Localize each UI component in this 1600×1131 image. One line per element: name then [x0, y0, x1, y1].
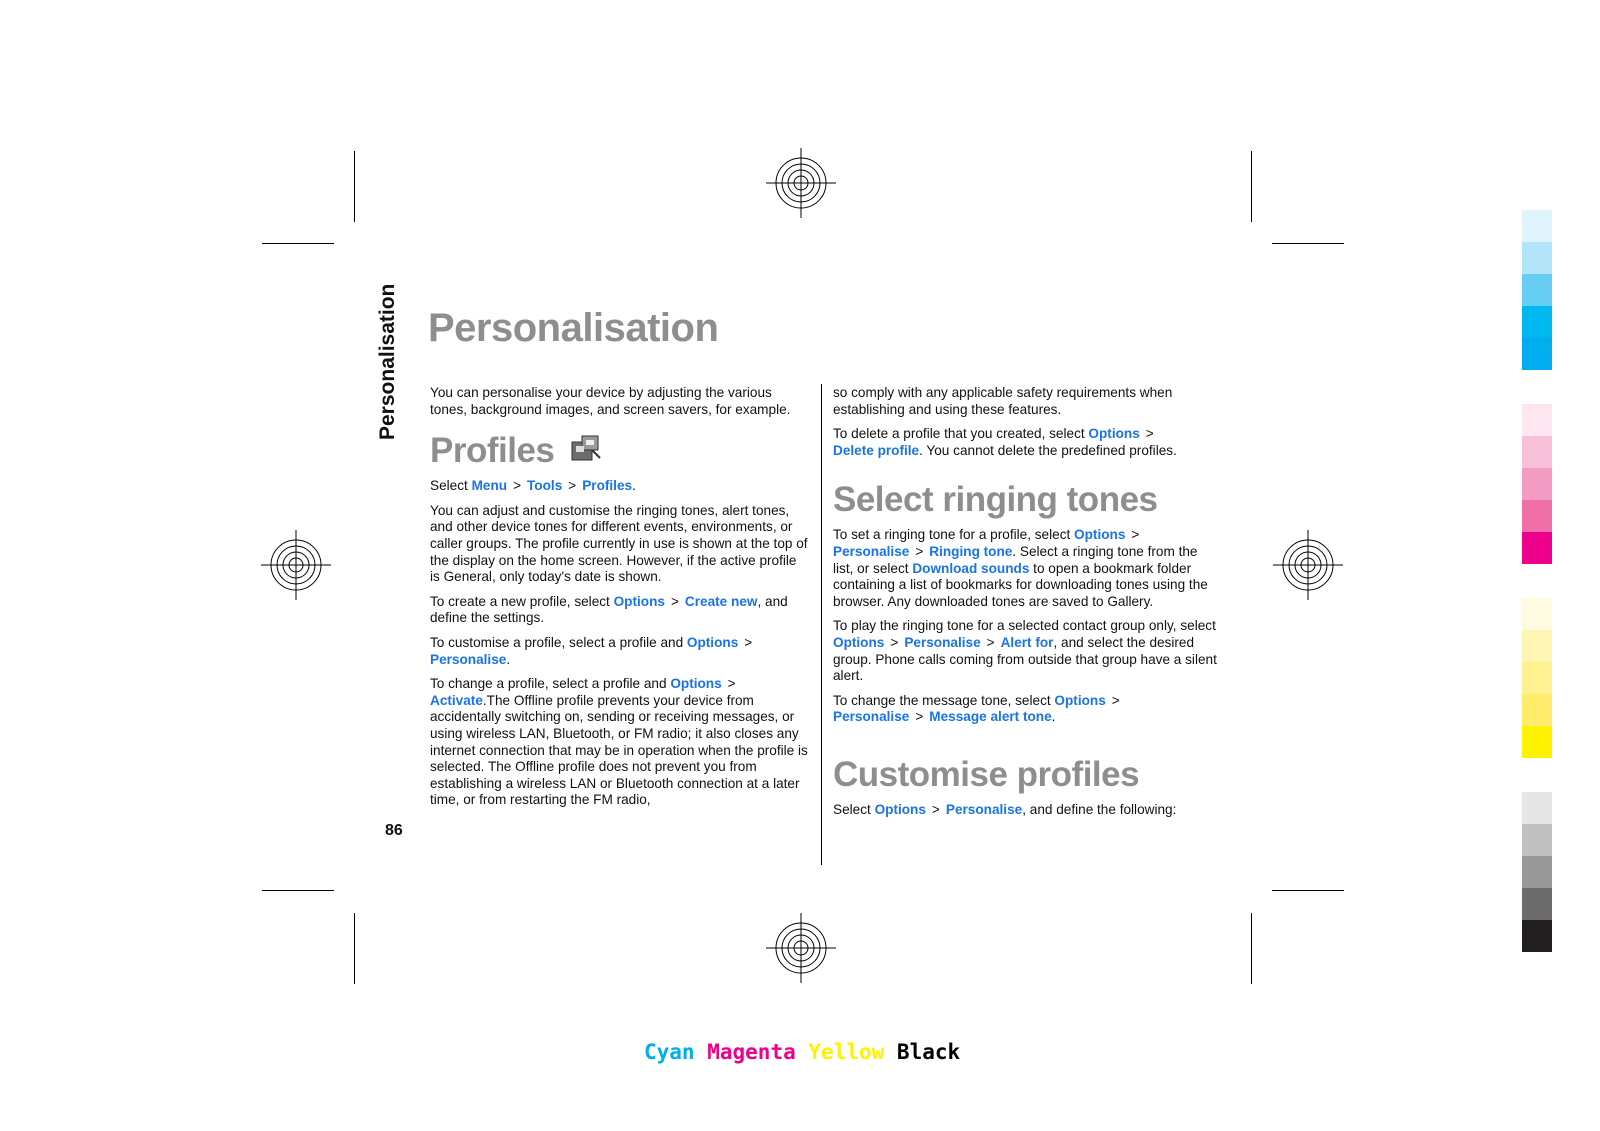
customise-profiles-heading: Customise profiles	[833, 754, 1140, 794]
color-swatch	[1522, 404, 1552, 436]
options-link[interactable]: Options	[670, 676, 722, 692]
delete-profile-link[interactable]: Delete profile	[833, 442, 920, 458]
alert-for-paragraph: To play the ringing tone for a selected contact group only, select Options > Personalise > Alert for, and select the desired group. Phone calls coming from outside that group have a silent alert.	[833, 618, 1217, 684]
separator: >	[727, 676, 736, 692]
separator: >	[931, 801, 940, 817]
color-swatch	[1522, 500, 1552, 532]
left-column	[430, 385, 810, 817]
personalise-link[interactable]: Personalise	[945, 801, 1023, 817]
profiles-link[interactable]: Profiles	[582, 478, 633, 494]
color-swatch	[1522, 598, 1552, 630]
options-link[interactable]: Options	[874, 801, 926, 817]
color-swatch	[1522, 920, 1552, 952]
separator: >	[890, 634, 899, 650]
color-swatch	[1522, 792, 1552, 824]
tools-link[interactable]: Tools	[527, 478, 563, 494]
options-link[interactable]: Options	[613, 593, 665, 609]
message-alert-tone-link[interactable]: Message alert tone	[929, 709, 1052, 725]
color-swatch	[1522, 468, 1552, 500]
options-link[interactable]: Options	[686, 634, 739, 650]
personalise-link[interactable]: Personalise	[833, 709, 910, 725]
separator: >	[986, 634, 995, 650]
color-swatch	[1522, 630, 1552, 662]
registration-mark-bottom	[766, 913, 836, 983]
ringing-tones-heading: Select ringing tones	[833, 480, 1158, 520]
create-new-link[interactable]: Create new	[684, 593, 758, 609]
crop-mark	[262, 243, 334, 244]
separator: >	[513, 478, 522, 494]
magenta-label: Magenta	[707, 1040, 796, 1064]
color-swatch	[1522, 210, 1552, 242]
color-swatch	[1522, 856, 1552, 888]
ringing-tone-link[interactable]: Ringing tone	[929, 543, 1013, 559]
color-swatch	[1522, 694, 1552, 726]
options-link[interactable]: Options	[1074, 527, 1126, 543]
personalise-link[interactable]: Personalise	[904, 634, 981, 650]
crop-mark	[1251, 151, 1252, 222]
download-sounds-link[interactable]: Download sounds	[912, 560, 1030, 576]
separator: >	[670, 593, 679, 609]
customise-paragraph: Select Options > Personalise, and define the following:	[833, 801, 1177, 817]
right-column	[833, 385, 1217, 827]
change-profile-paragraph: To change a profile, select a profile and Options > Activate.The Offline profile prevents your device from accidentally switching on, sending or receiving messages, or using wireless LAN, Bluetooth, or FM radio; it also closes any internet connection that may be in operation when the profile is selected. The Offline profile does not prevent you from establishing a wireless LAN or Bluetooth connection at a later time, or from restarting the FM radio,	[430, 676, 808, 808]
color-swatch	[1522, 242, 1552, 274]
customise-profile-paragraph: To customise a profile, select a profile and Options > Personalise.	[430, 635, 810, 668]
color-swatch	[1522, 338, 1552, 370]
color-swatch	[1522, 824, 1552, 856]
crop-mark	[354, 913, 355, 984]
intro-paragraph: You can personalise your device by adjusting the various tones, background images, and screen savers, for example.	[430, 385, 791, 417]
column-divider	[821, 384, 822, 865]
ringing-tone-paragraph: To set a ringing tone for a profile, select Options > Personalise > Ringing tone. Select a ringing tone from the list, or select Download sounds to open a bookmark folder containing a list of bookmarks for downloading tones using the browser. Any downloaded tones are saved to Gallery.	[833, 527, 1208, 609]
profiles-icon	[568, 432, 604, 464]
activate-link[interactable]: Activate	[430, 692, 483, 708]
profiles-description: You can adjust and customise the ringing tones, alert tones, and other device tones for different events, environments, or caller groups. The profile currently in use is shown at the top of the display on the home screen. However, if the active profile is General, only today's date is shown.	[430, 502, 808, 585]
color-swatch	[1522, 726, 1552, 758]
alert-for-link[interactable]: Alert for	[1000, 634, 1054, 650]
profiles-heading: Profiles	[430, 432, 810, 470]
color-swatch	[1522, 436, 1552, 468]
color-swatch	[1522, 662, 1552, 694]
personalise-link[interactable]: Personalise	[833, 543, 910, 559]
separator: >	[915, 543, 924, 559]
crop-mark	[354, 151, 355, 222]
crop-mark	[262, 890, 334, 891]
cmyk-label	[644, 1040, 960, 1064]
crop-mark	[1272, 890, 1344, 891]
crop-mark	[1272, 243, 1344, 244]
separator: >	[744, 634, 753, 650]
options-link[interactable]: Options	[1088, 426, 1140, 442]
color-swatch	[1522, 532, 1552, 564]
continued-paragraph: so comply with any applicable safety requirements when establishing and using these features.	[833, 385, 1173, 417]
yellow-label: Yellow	[808, 1040, 885, 1064]
message-tone-paragraph: To change the message tone, select Options > Personalise > Message alert tone.	[833, 693, 1217, 726]
cyan-label: Cyan	[644, 1040, 695, 1064]
create-profile-paragraph: To create a new profile, select Options > Create new, and define the settings.	[430, 593, 788, 626]
color-swatch	[1522, 888, 1552, 920]
registration-mark-top	[766, 148, 836, 218]
separator: >	[568, 478, 577, 494]
black-label: Black	[896, 1040, 961, 1064]
page-title: Personalisation	[428, 306, 719, 350]
registration-mark-left	[261, 530, 331, 600]
color-swatch	[1522, 274, 1552, 306]
separator: >	[915, 709, 924, 725]
registration-mark-right	[1273, 530, 1343, 600]
separator: >	[1131, 527, 1140, 543]
options-link[interactable]: Options	[833, 634, 885, 650]
page-number: 86	[385, 822, 403, 839]
menu-link[interactable]: Menu	[471, 478, 508, 494]
personalise-link[interactable]: Personalise	[430, 651, 507, 667]
options-link[interactable]: Options	[1054, 692, 1106, 708]
separator: >	[1145, 426, 1154, 442]
delete-profile-paragraph: To delete a profile that you created, select Options > Delete profile. You cannot delete the predefined profiles.	[833, 426, 1177, 458]
color-swatch	[1522, 306, 1552, 338]
crop-mark	[1251, 913, 1252, 984]
profiles-path: Select Menu > Tools > Profiles.	[430, 478, 636, 494]
chapter-side-tab: Personalisation	[376, 283, 399, 440]
separator: >	[1111, 692, 1120, 708]
